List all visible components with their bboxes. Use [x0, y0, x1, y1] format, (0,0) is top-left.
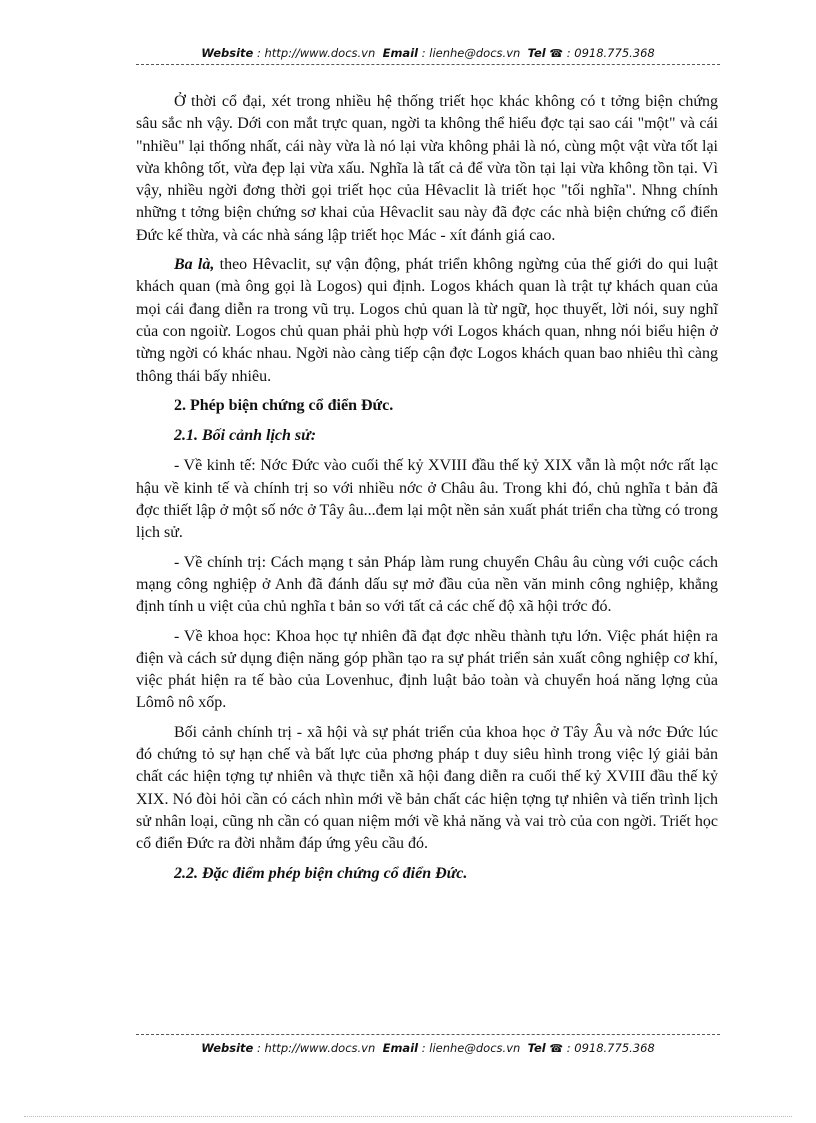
footer-tel-label: Tel	[527, 1041, 546, 1055]
paragraph-lead: Ba là,	[174, 256, 215, 274]
paragraph-science: - Về khoa học: Khoa học tự nhiên đã đạt đợc nhều thành tựu lớn. Việc phát hiện ra điện và cách sử dụng điện năng góp phần tạo ra sự phát triển sản xuất công nghiệp cơ khí, việc phát hiện ra tế bào của Lovenhuc, định luật bảo toàn và chuyển hoá năng lợng của Lômô nô xốp.	[136, 627, 718, 712]
paragraph-third-point	[136, 254, 718, 388]
footer-tel-value: : 0918.775.368	[566, 1041, 655, 1055]
paragraph-logos: theo Hêvaclit, sự vận động, phát triển không ngừng của thế giới do qui luật khách quan (mà ông gọi là Logos) qui định. Logos khách quan là trật tự khách quan của mọi cái đang diễn ra trong vũ trụ. Logos chủ quan là từ ngữ, học thuyết, lời nói, suy nghĩ của con ngoiừ. Logos chủ quan phải phù hợp với Logos khách quan, nhng nói biểu hiện ở từng ngời có khác nhau. Ngời nào càng tiếp cận đợc Logos khách quan bao nhiêu thì càng thông thái bấy nhiêu.	[136, 256, 718, 385]
header-email-label: Email	[382, 46, 419, 60]
header-tel-label: Tel	[527, 46, 546, 60]
paragraph-ancient-era: Ở thời cổ đại, xét trong nhiều hệ thống triết học khác không có t tởng biện chứng sâu sắc nh vậy. Dới con mắt trực quan, ngời ta không thể hiểu đợc tại sao cái "một" và cái "nhiều" lại thống nhất, cái này vừa là nó lại vừa không phải là nó, cùng một vật vừa tốt lại vừa không tốt, vừa đẹp lại vừa xấu. Nghĩa là tất cả để vừa tồn tại lại vừa không tồn tại. Vì vậy, nhiều ngời đơng thời gọi triết học của Hêvaclit là triết học "tối nghĩa". Nhng chính những t tởng biện chứng sơ khai của Hêvaclit sau này đã đợc các nhà biện chứng cổ điển Đức kế thừa, và các nhà sáng lập triết học Mác - xít đánh giá cao.	[136, 93, 718, 244]
header-email-link[interactable]: : lienhe@docs.vn	[421, 46, 521, 60]
header-tel-value: : 0918.775.368	[566, 46, 655, 60]
header-website-link[interactable]: : http://www.docs.vn	[256, 46, 376, 60]
subsection-heading-features: 2.2. Đặc điểm phép biện chứng cổ điển Đức.	[174, 864, 468, 882]
paragraph-context-summary: Bối cảnh chính trị - xã hội và sự phát triển của khoa học ở Tây Âu và nớc Đức lúc đó chứng tỏ sự hạn chế và bất lực của phơng pháp t duy siêu hình trong việc lý giải bản chất các hiện tợng tự nhiên và thực tiễn xã hội đang diễn ra cuối thế kỷ XVIII đầu thế kỷ XIX. Nó đòi hỏi cần có cách nhìn mới về bản chất các hiện tợng tự nhiên và tiến trình lịch sử nhân loại, cũng nh cần có quan niệm mới về khả năng và vai trò của con ngời. Triết học cổ điển Đức ra đời nhằm đáp ứng yêu cầu đó.	[136, 723, 718, 853]
paragraph-economy: - Về kinh tế: Nớc Đức vào cuối thế kỷ XVIII đầu thế kỷ XIX vẫn là một nớc rất lạc hậu về kinh tế và chính trị so với nhiều nớc ở Châu âu. Trong khi đó, chủ nghĩa t bản đã đợc thiết lập ở một số nớc ở Tây âu...đem lại một nền sản xuất phát triển cha từng có trong lịch sử.	[136, 457, 718, 542]
footer-email-link[interactable]: : lienhe@docs.vn	[421, 1041, 521, 1055]
header-website-label: Website	[201, 46, 254, 60]
footer-email-label: Email	[382, 1041, 419, 1055]
footer-divider	[136, 1034, 720, 1035]
subsection-heading-context: 2.1. Bối cảnh lịch sử:	[174, 427, 317, 445]
page-bottom-edge	[24, 1116, 792, 1117]
page-footer	[136, 1041, 720, 1055]
document-body	[136, 91, 718, 893]
phone-icon: ☎	[549, 47, 564, 60]
section-heading: 2. Phép biện chứng cổ điển Đức.	[174, 396, 394, 414]
phone-icon: ☎	[549, 1042, 564, 1055]
header-divider	[136, 64, 720, 65]
paragraph-politics: - Về chính trị: Cách mạng t sản Pháp làm rung chuyển Châu âu cùng với cuộc cách mạng công nghiệp ở Anh đã đánh dấu sự mở đầu của nền văn minh công nghiệp, khẳng định tính u việt của chủ nghĩa t bản so với tất cả các chế độ xã hội trớc đó.	[136, 553, 718, 616]
footer-website-link[interactable]: : http://www.docs.vn	[256, 1041, 376, 1055]
page-header	[136, 46, 720, 60]
footer-website-label: Website	[201, 1041, 254, 1055]
